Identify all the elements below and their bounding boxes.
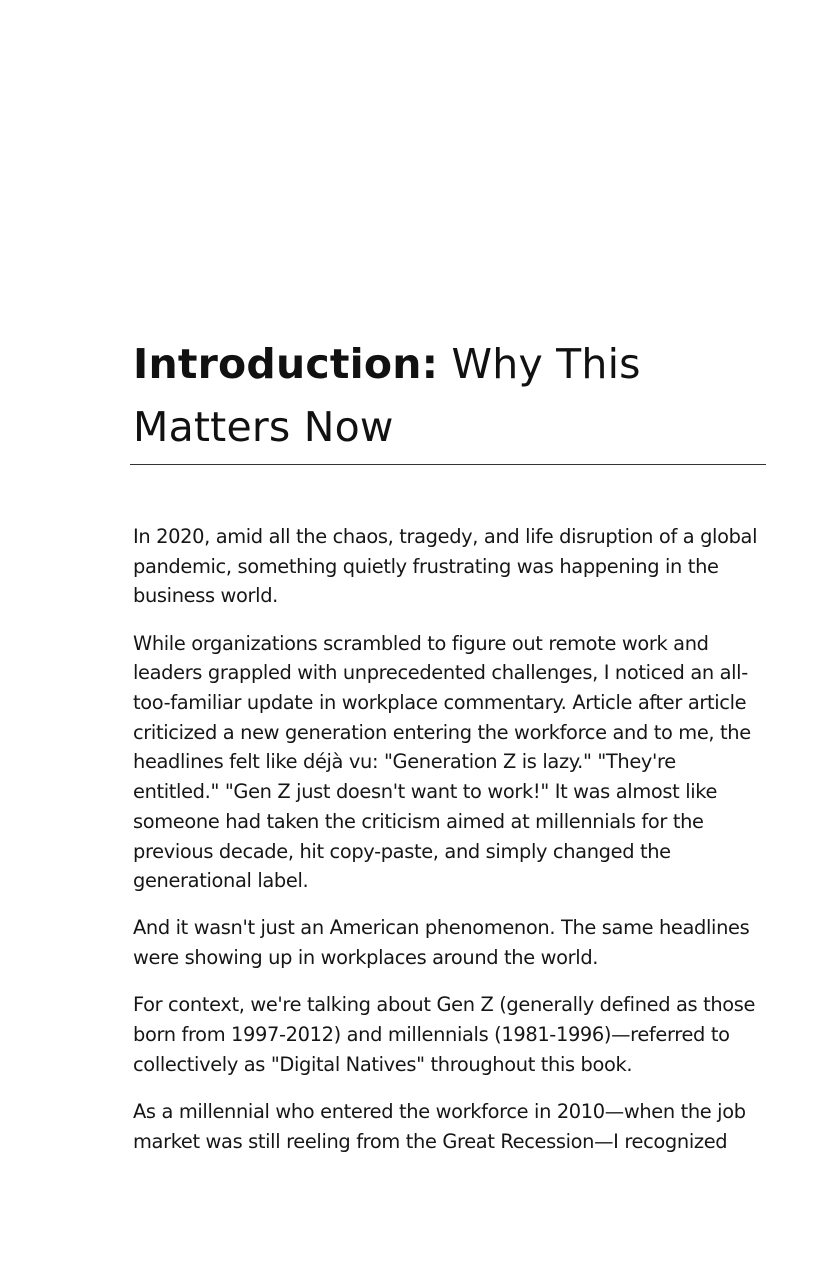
paragraph: While organizations scrambled to figure out remote work and leaders grappled with unprecedented challenges, I noticed an all-too-familiar update in workplace commentary. Article after article criticized a new generation entering the workforce and to me, the headlines felt like déjà vu: "Generation Z is lazy." "They're entitled." "Gen Z just doesn't want to work!" It was almost like someone had taken the criticism aimed at millennials for the previous decade, hit copy-paste, and simply changed the generational label. [133, 631, 751, 893]
paragraph: And it wasn't just an American phenomenon. The same headlines were showing up in workplaces around the world. [133, 916, 750, 970]
chapter-title [133, 333, 753, 459]
paragraph: As a millennial who entered the workforce in 2010—when the job market was still reeling from the Great Recession—I recognized [133, 1099, 746, 1153]
chapter-title-divider [130, 464, 766, 465]
chapter-title-text: Why This Matters Now [133, 340, 641, 451]
chapter-title-label: Introduction: [133, 340, 439, 388]
paragraph: In 2020, amid all the chaos, tragedy, and life disruption of a global pandemic, something quietly frustrating was happening in the business world. [133, 525, 758, 608]
chapter-body [133, 522, 767, 1174]
paragraph: For context, we're talking about Gen Z (generally defined as those born from 1997-2012) and millennials (1981-1996)—referred to collectively as "Digital Natives" throughout this book. [133, 993, 756, 1076]
